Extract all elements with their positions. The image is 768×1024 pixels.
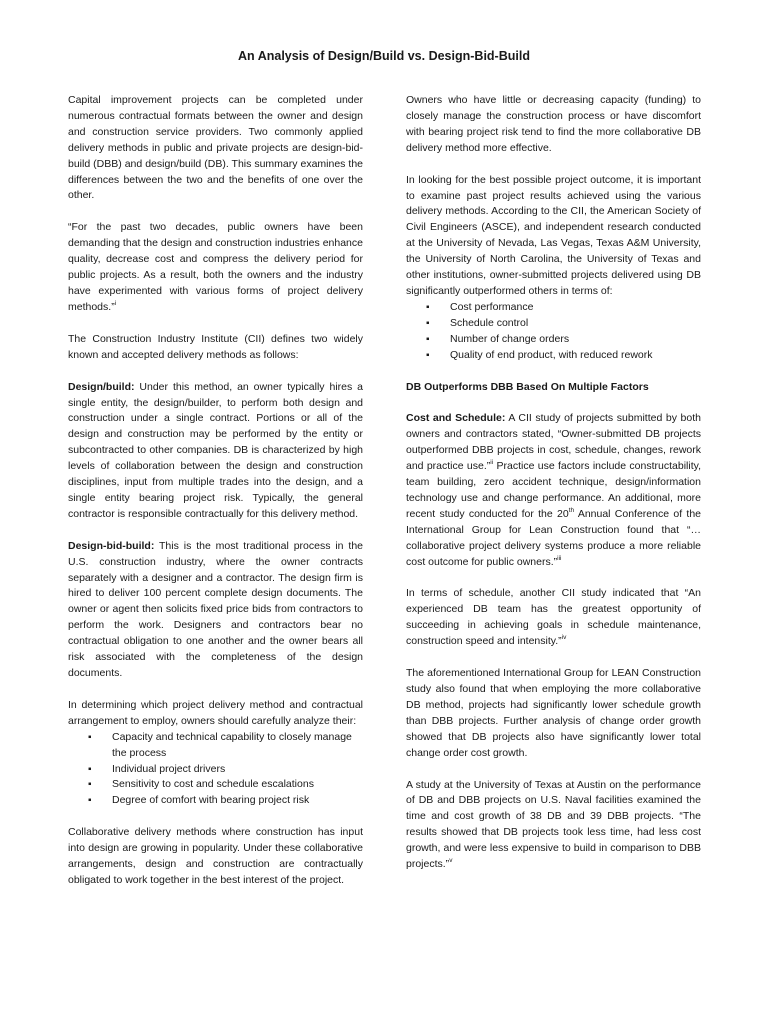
ut-austin-paragraph: A study at the University of Texas at Austin on the performance of DB and DBB projects on U.S. Naval facilities examined the time and cost growth of 38 DB and 39 DBB projects. “The results showed that DB projects took less time, had less cost growth, and were less expensive to build in comparison to DBB projects.”$^v$ [406,778,701,871]
analysis-paragraph: In determining which project delivery method and contractual arrangement to employ, owners should carefully analyze their: [68,698,363,727]
lean-study-paragraph: The aforementioned International Group for LEAN Construction study also found that when employing the more collaborative DB method, projects had significantly lower schedule growth than DBB projects. Further analysis of change order growth showed that DB projects also have significantly lower total change order cost growth. [406,667,701,759]
endnote-marker: v [449,857,453,865]
list-item: ▪ Individual project drivers [68,762,363,778]
design-build-paragraph: Design/build: Under this method, an owner typically hires a single entity, the design/builder, to perform both design and construction under a single contract. Portions or all of the design and construction may be performed by the entity or subcontracted to other companies. DB is characterized by high levels of collaboration between the design and construction disciplines, input from multiple trades into the design, and a single entity bearing project risk. Typically, the general contractor is responsible contractually for this delivery method. [68,380,363,520]
owners-capacity-paragraph: Owners who have little or decreasing capacity (funding) to closely manage the construction process or have discomfort with bearing project risk tend to find the more collaborative DB delivery method more effective. [406,94,701,154]
endnote-marker: i [114,299,117,307]
cost-schedule-paragraph: Cost and Schedule: A CII study of projects submitted by both owners and contractors stated, “Owner-submitted DB projects outperformed DBB projects in cost, schedule, changes, rework and practice use.”$^{ii}$ Practice use factors include constructability, team building, zero accident technique, design/information technology use and change performance. An additional, more recent study conducted for the 20th Annual Conference of the International Group for Lean Construction found that “…collaborative project delivery systems produce a more reliable cost outcome for public owners.”$^{iii}$ [406,412,702,568]
design-bid-build-paragraph: Design-bid-build: This is the most traditional process in the U.S. construction industry, where the owner contracts separately with a designer and a contractor. The design firm is hired to deliver 100 percent complete design documents. The owner or agent then solicits fixed price bids from contractors to perform the work. Designers and contractors bear no contractual obligation to one another and the owner bears all risk associated with the completeness of the design documents. [68,539,363,679]
cost-schedule-label: Cost and Schedule: [406,412,506,425]
right-column [406,93,701,889]
collaborative-paragraph: Collaborative delivery methods where construction has input into design are growing in popularity. Under these collaborative arrangements, design and construction are contractually obligated to work together in the best interest of the project. [68,826,363,886]
list-item: ▪ Quality of end product, with reduced rework [406,348,701,364]
list-item: ▪ Cost performance [406,300,701,316]
best-outcome-paragraph: In looking for the best possible project outcome, it is important to examine past project results achieved using the various delivery methods. According to the CII, the American Society of Civil Engineers (ASCE), and independent research conducted at the University of Nevada, Las Vegas, Texas A&M University, the University of North Carolina, the University of Texas and other institutions, owner-submitted projects delivered using DB significantly outperformed others in terms of: [406,173,701,297]
list-item: ▪ Capacity and technical capability to closely manage the process [68,730,363,762]
endnote-marker: iv [561,634,567,642]
left-column [68,93,363,905]
list-item: ▪ Sensitivity to cost and schedule escalations [68,777,363,793]
endnote-marker: ii [490,459,494,467]
quote-paragraph: “For the past two decades, public owners have been demanding that the design and construction industries enhance quality, decrease cost and compress the delivery period for public projects. As a result, both the owners and the industry have experimented with various forms of project delivery methods.”$^i$ [68,221,363,313]
list-item: ▪ Number of change orders [406,332,701,348]
design-build-label: Design/build: [68,380,135,393]
owner-factors-list [68,730,363,810]
document-title: An Analysis of Design/Build vs. Design-Bid-Build [238,49,530,63]
cii-definition-paragraph: The Construction Industry Institute (CII) defines two widely known and accepted delivery methods as follows: [68,332,363,361]
list-item: ▪ Degree of comfort with bearing project risk [68,793,363,809]
ordinal-suffix: th [568,506,575,514]
endnote-marker: iii [557,554,562,562]
performance-list [406,300,701,364]
section-heading: DB Outperforms DBB Based On Multiple Factors [406,380,649,393]
schedule-paragraph: In terms of schedule, another CII study indicated that “An experienced DB team has the greatest opportunity of succeeding in achieving goals in schedule maintenance, construction speed and intensity.”$^{iv}$ [406,587,701,648]
list-item: ▪ Schedule control [406,316,701,332]
design-bid-build-label: Design-bid-build: [68,539,155,552]
intro-paragraph: Capital improvement projects can be completed under numerous contractual formats between the owner and design and construction service providers. Two commonly applied delivery methods in public and private projects are design-bid-build (DBB) and design/build (DB). This summary examines the differences between the two and the benefits of one over the other. [68,94,363,202]
